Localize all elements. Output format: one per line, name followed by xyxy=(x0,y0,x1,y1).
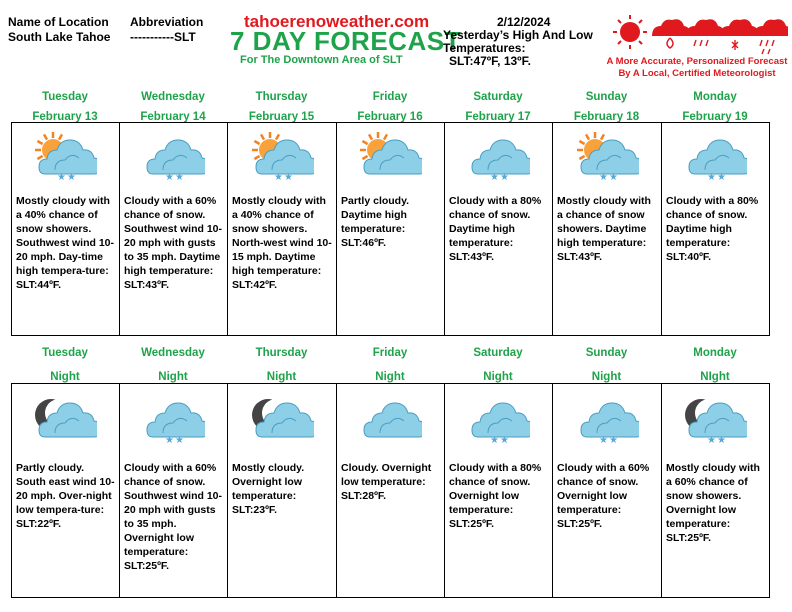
day-forecast-text: Cloudy with a 80% chance of snow. Daytime high temperature: SLT:43ºF. xyxy=(449,195,542,263)
night-forecast-text: Mostly cloudy with a 60% chance of snow showers. Overnight low temperature: SLT:25ºF. xyxy=(666,462,760,544)
svg-text:★: ★ xyxy=(717,172,726,183)
abbrev-label: Abbreviation xyxy=(130,15,204,29)
tagline-line-2: By A Local, Certified Meteorologist xyxy=(618,68,776,79)
svg-text:★: ★ xyxy=(608,435,618,446)
night-date: Night xyxy=(483,371,513,383)
sun-cloud-snow-icon xyxy=(575,130,639,186)
sun-cloud-snow-icon xyxy=(33,130,97,186)
svg-text:★: ★ xyxy=(490,172,499,183)
day-date: February 15 xyxy=(248,111,315,123)
day-name: Saturday xyxy=(473,91,523,103)
svg-text:★: ★ xyxy=(67,172,76,183)
svg-text:★: ★ xyxy=(490,435,499,446)
yesterday-values: SLT:47ºF, 13ºF. xyxy=(449,54,531,68)
svg-text:★: ★ xyxy=(175,172,184,183)
cloud-snow-icon xyxy=(466,393,530,449)
day-date: February 13 xyxy=(32,111,98,123)
day-name: Tuesday xyxy=(42,91,88,103)
day-forecast-text: Partly cloudy. Daytime high temperature: SLT:46ºF. xyxy=(341,195,410,249)
day-forecast-text: Mostly cloudy with a 40% chance of snow showers. Southwest wind 10-20 mph. Day-time high tempera-ture: SLT:44ºF. xyxy=(16,195,115,291)
day-forecast-text: Cloudy with a 80% chance of snow. Daytime high temperature: SLT:40ºF. xyxy=(666,195,759,263)
cloud-snow-icon xyxy=(575,393,639,449)
day-name: Wednesday xyxy=(141,91,205,103)
partly-cloudy-icon xyxy=(358,130,422,186)
day-date: February 19 xyxy=(682,111,748,123)
location-abbrev: -----------SLT xyxy=(130,30,196,44)
night-date: Night xyxy=(266,371,297,383)
day-forecast-text: Mostly cloudy with a chance of snow showers. Daytime high temperature: SLT:43ºF. xyxy=(557,195,651,263)
forecast-date: 2/12/2024 xyxy=(497,15,551,29)
day-name: Monday xyxy=(693,91,737,103)
cloud-snow-icon xyxy=(141,393,205,449)
svg-text:★: ★ xyxy=(717,435,726,446)
yesterday-temps xyxy=(443,29,593,68)
night-date: Night xyxy=(591,371,622,383)
location-name: South Lake Tahoe xyxy=(8,30,111,44)
tagline-line-1: A More Accurate, Personalized Forecast xyxy=(606,56,788,67)
location-label: Name of Location xyxy=(8,15,109,29)
moon-cloud-snow-icon xyxy=(683,393,747,449)
cloud-icon xyxy=(358,393,422,449)
day-date: February 14 xyxy=(140,111,206,123)
night-name: Friday xyxy=(372,347,408,359)
night-date: Night xyxy=(50,371,80,383)
day-forecast-text: Mostly cloudy with a 40% chance of snow showers. North-west wind 10-15 mph. Daytime high temperature: SLT:42ºF. xyxy=(232,195,332,291)
sun-cloud-snow-icon xyxy=(250,130,314,186)
yesterday-label-2: Temperatures: xyxy=(443,41,526,55)
night-forecast-text: Cloudy. Overnight low temperature: SLT:28ºF. xyxy=(341,462,432,502)
yesterday-label-1: Yesterday’s High And Low xyxy=(443,28,593,42)
day-date: February 18 xyxy=(573,111,640,123)
night-name: Monday xyxy=(693,347,737,359)
svg-text:★: ★ xyxy=(165,435,174,446)
night-forecast-text: Cloudy with a 80% chance of snow. Overnight low temperature: SLT:25ºF. xyxy=(449,462,542,530)
svg-text:★: ★ xyxy=(598,435,608,446)
weather-types-icon xyxy=(612,12,788,56)
night-forecast-text: Cloudy with a 60% chance of snow. Overnight low temperature: SLT:25ºF. xyxy=(557,462,650,530)
day-name: Thursday xyxy=(255,91,308,103)
night-name: Thursday xyxy=(255,347,308,359)
night-name: Sunday xyxy=(585,347,628,359)
svg-text:★: ★ xyxy=(57,172,66,183)
svg-text:★: ★ xyxy=(707,435,716,446)
day-name: Friday xyxy=(372,91,408,103)
svg-text:★: ★ xyxy=(707,172,716,183)
moon-cloud-icon xyxy=(250,393,314,449)
svg-text:★: ★ xyxy=(283,172,293,183)
moon-cloud-icon xyxy=(33,393,97,449)
cloud-snow-icon xyxy=(683,130,747,186)
tagline xyxy=(605,56,789,80)
night-forecast-text: Mostly cloudy. Overnight low temperature: SLT:23ºF. xyxy=(232,462,305,516)
day-name: Sunday xyxy=(585,91,628,103)
svg-text:★: ★ xyxy=(500,172,509,183)
svg-text:★: ★ xyxy=(608,172,618,183)
svg-text:★: ★ xyxy=(175,435,184,446)
night-date: NIght xyxy=(700,371,730,383)
night-name: Wednesday xyxy=(141,347,205,359)
svg-text:★: ★ xyxy=(273,172,283,183)
location-block xyxy=(8,15,203,45)
night-forecast-text: Cloudy with a 60% chance of snow. Southwest wind 10-20 mph with gusts to 35 mph. Overnight low temperature: SLT:25ºF. xyxy=(124,462,223,572)
night-date: Night xyxy=(375,371,405,383)
page-title: 7 DAY FORECAST xyxy=(230,26,461,56)
night-date: Night xyxy=(158,371,188,383)
night-name: Saturday xyxy=(473,347,523,359)
cloud-snow-icon xyxy=(466,130,530,186)
night-forecast-text: Partly cloudy. South east wind 10-20 mph. Over-night low tempera-ture: SLT:22ºF. xyxy=(16,462,115,530)
svg-text:★: ★ xyxy=(598,172,608,183)
night-name: Tuesday xyxy=(42,347,88,359)
site-name: tahoerenoweather.com xyxy=(244,12,430,31)
page-subtitle: For The Downtown Area of SLT xyxy=(240,54,403,66)
day-date: February 17 xyxy=(465,111,531,123)
svg-text:★: ★ xyxy=(500,435,509,446)
cloud-snow-icon xyxy=(141,130,205,186)
svg-text:★: ★ xyxy=(165,172,174,183)
sun-icon xyxy=(613,15,647,49)
day-forecast-text: Cloudy with a 60% chance of snow. Southwest wind 10-20 mph with gusts to 35 mph. Daytime high temperature: SLT:43ºF. xyxy=(124,195,223,291)
day-date: February 16 xyxy=(357,111,423,123)
